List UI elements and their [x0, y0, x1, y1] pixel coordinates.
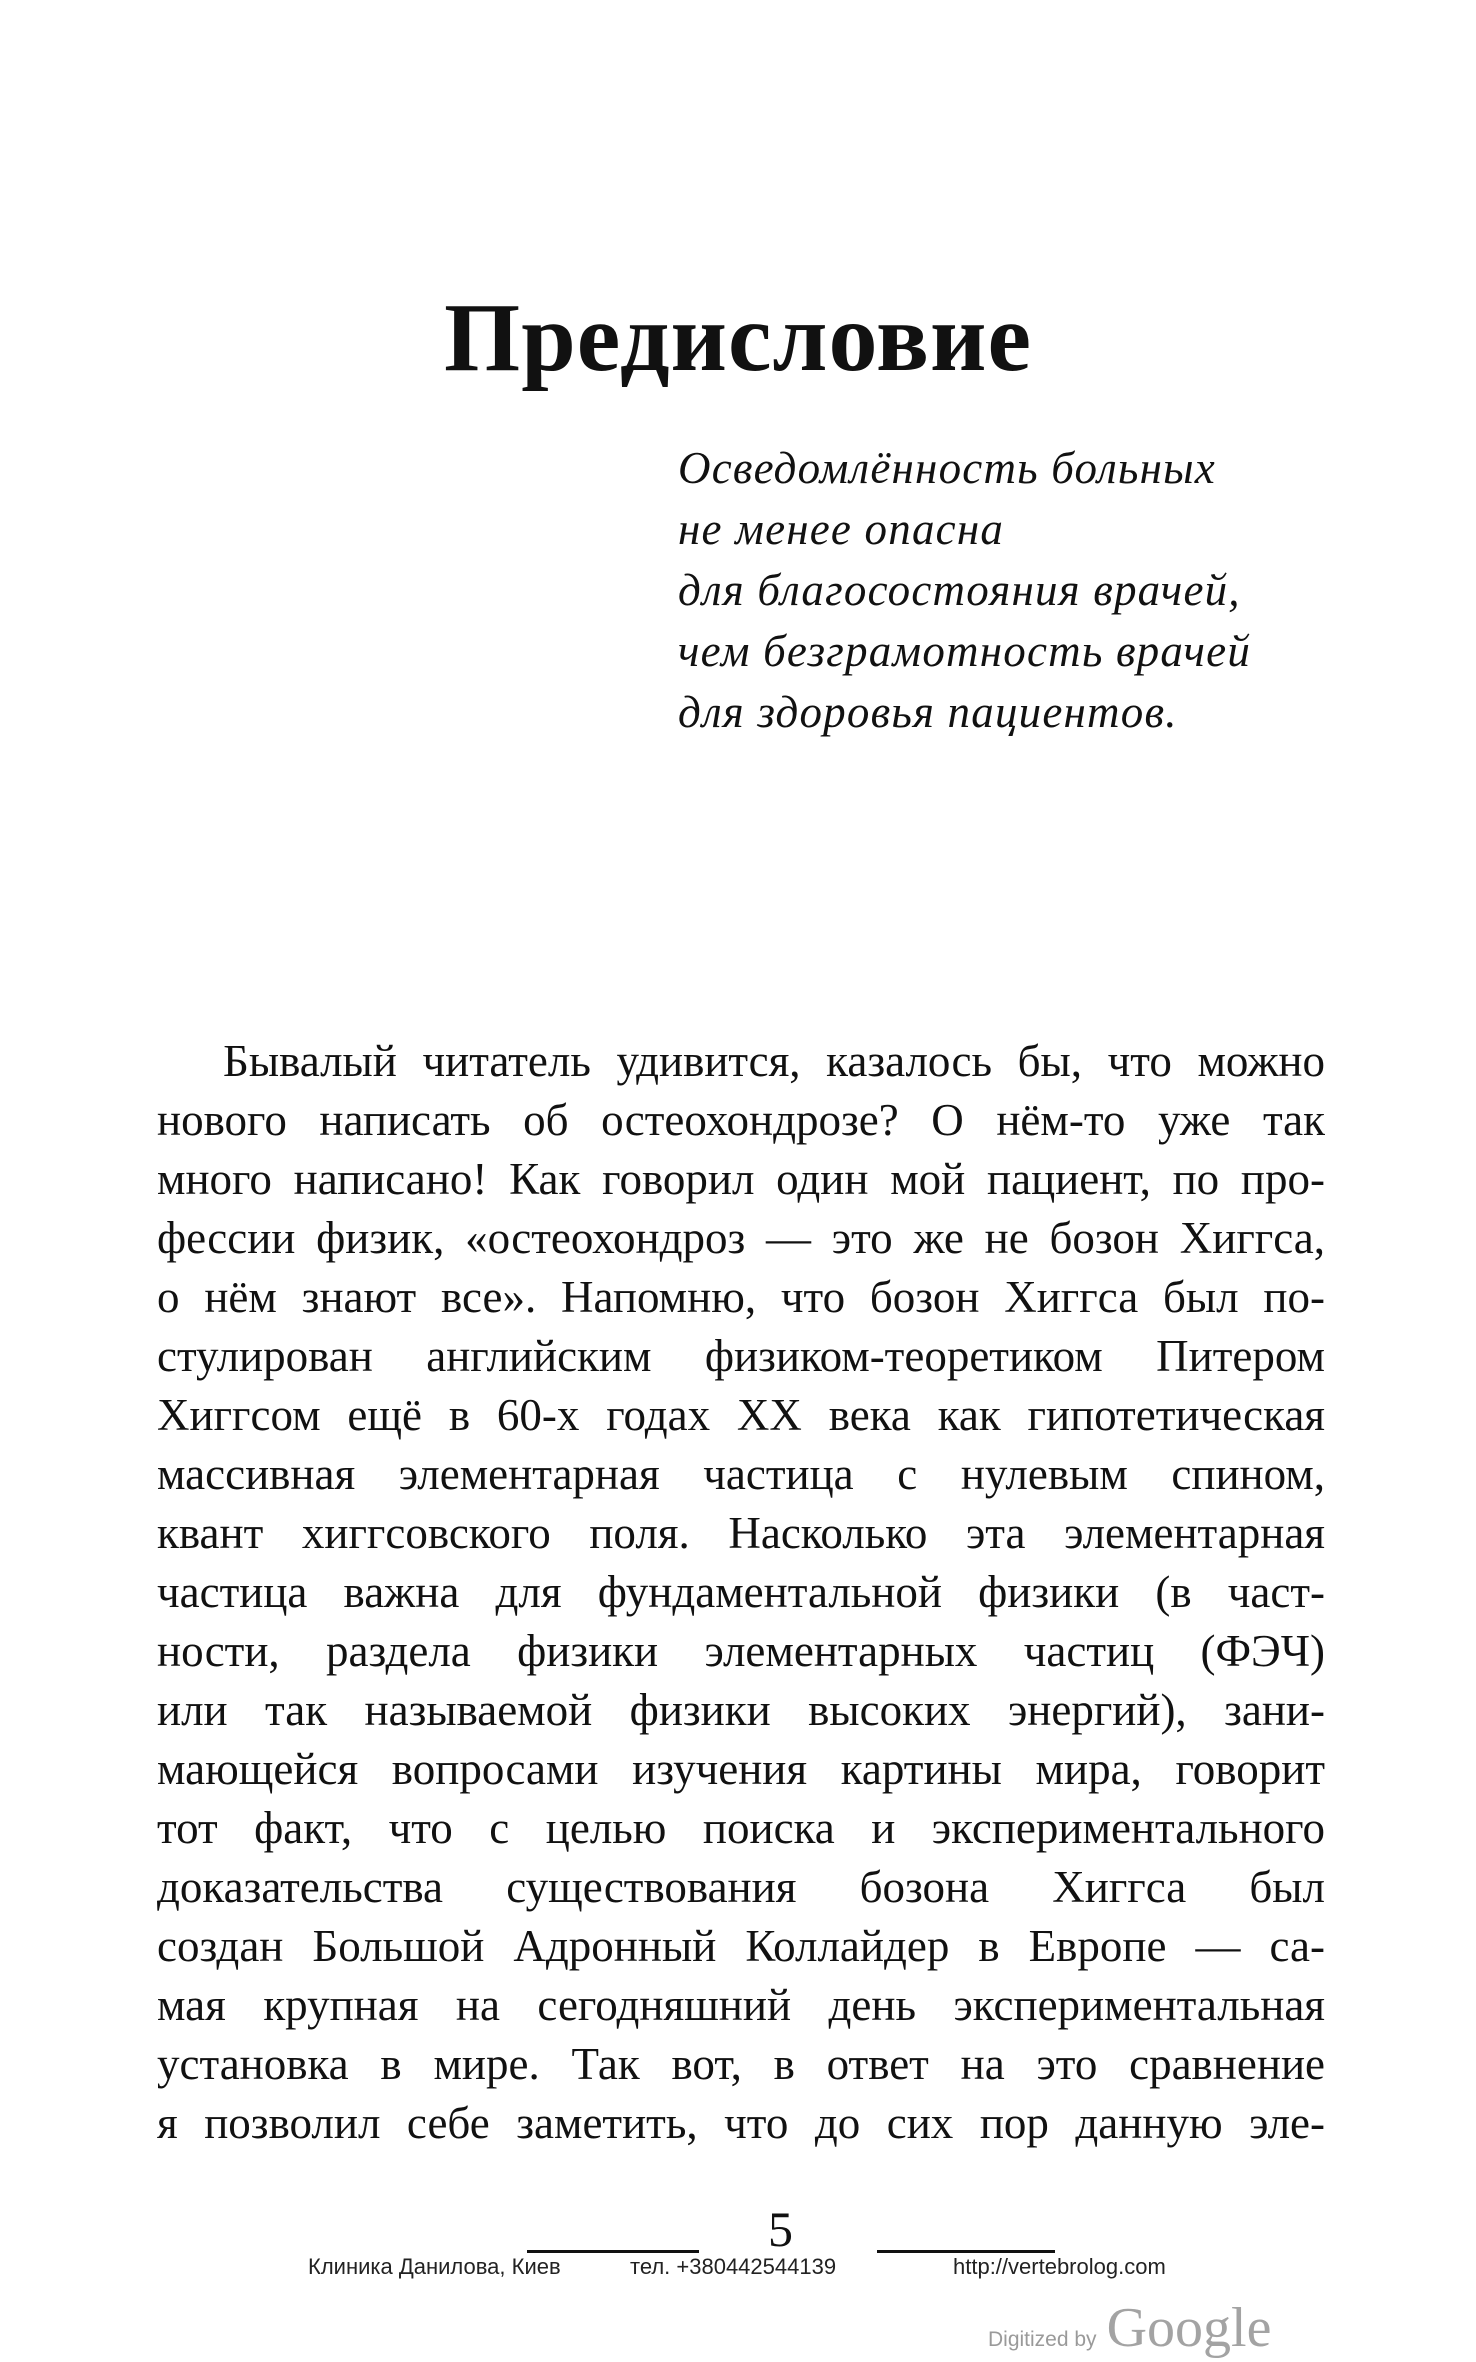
body-line: квант хиггсовского поля. Насколько эта элементарная: [157, 1508, 1325, 1558]
body-line: о нём знают все». Напомню, что бозон Хиггса был по-: [157, 1272, 1325, 1322]
body-line: мающейся вопросами изучения картины мира, говорит: [157, 1744, 1325, 1794]
digitized-prefix: Digitized by: [988, 2328, 1097, 2351]
page-number: 5: [768, 2201, 793, 2257]
body-line: установка в мире. Так вот, в ответ на это сравнение: [157, 2039, 1325, 2089]
body-line: стулирован английским физиком-теоретиком Питером: [157, 1331, 1325, 1381]
body-line: тот факт, что с целью поиска и экспериментального: [157, 1803, 1325, 1853]
body-line: Бывалый читатель удивится, казалось бы, что можно: [223, 1036, 1325, 1086]
epigraph-line: для благосостояния врачей,: [678, 565, 1241, 615]
body-paragraph: [157, 1032, 1325, 2153]
body-line: частица важна для фундаментальной физики (в част-: [157, 1567, 1325, 1617]
footer-rule-right: [877, 2250, 1055, 2253]
body-line: мая крупная на сегодняшний день экспериментальная: [157, 1980, 1325, 2030]
body-line: Хиггсом ещё в 60-х годах XX века как гипотетическая: [157, 1390, 1325, 1440]
epigraph-line: Осведомлённость больных: [678, 443, 1216, 493]
footer-clinic: Клиника Данилова, Киев: [308, 2254, 561, 2279]
body-line: массивная элементарная частица с нулевым спином,: [157, 1449, 1325, 1499]
body-line: фессии физик, «остеохондроз — это же не бозон Хиггса,: [157, 1213, 1325, 1263]
google-logo: Google: [1106, 2297, 1272, 2359]
chapter-title: Предисловие: [444, 284, 1032, 392]
footer-watermark: [0, 2254, 1476, 2282]
body-line: создан Большой Адронный Коллайдер в Европе — са-: [157, 1921, 1325, 1971]
body-line: ности, раздела физики элементарных частиц (ФЭЧ): [157, 1626, 1325, 1676]
footer-phone: тел. +380442544139: [630, 2254, 837, 2279]
body-line: много написано! Как говорил один мой пациент, по про-: [157, 1154, 1325, 1204]
body-line: нового написать об остеохондрозе? О нём-то уже так: [157, 1095, 1325, 1145]
digitized-by-google-watermark: [988, 2296, 1272, 2359]
epigraph-line: для здоровья пациентов.: [678, 687, 1178, 737]
body-line: доказательства существования бозона Хиггса был: [157, 1862, 1325, 1912]
epigraph: [678, 438, 1398, 743]
body-line: или так называемой физики высоких энергий), зани-: [157, 1685, 1325, 1735]
epigraph-line: не менее опасна: [678, 504, 1005, 554]
footer-url: http://vertebrolog.com: [953, 2254, 1166, 2279]
epigraph-line: чем безграмотность врачей: [678, 626, 1252, 676]
body-line: я позволил себе заметить, что до сих пор данную эле-: [157, 2098, 1325, 2148]
footer-rule-left: [527, 2250, 699, 2253]
